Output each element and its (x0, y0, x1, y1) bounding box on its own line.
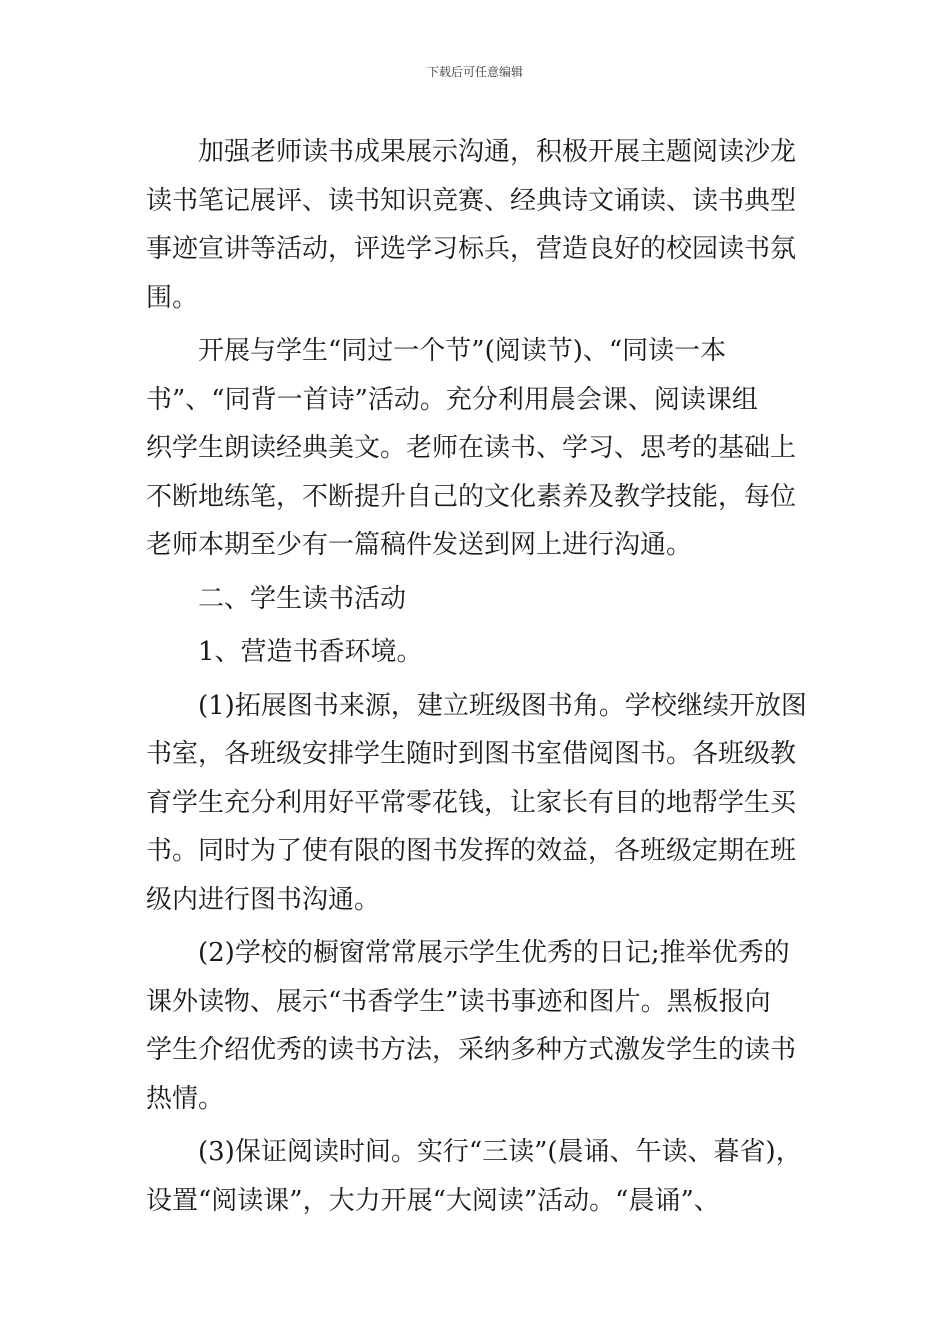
text-line: 学生介绍优秀的读书方法，采纳多种方式激发学生的读书 (146, 1035, 797, 1065)
text-line: (1)拓展图书来源，建立班级图书角。学校继续开放图 (198, 690, 807, 721)
text-line: (3)保证阅读时间。实行“三读”(晨诵、午读、暮省)， (198, 1137, 802, 1167)
text-line: 老师本期至少有一篇稿件发送到网上进行沟通。 (146, 530, 693, 560)
text-line: 事迹宣讲等活动，评选学习标兵，营造良好的校园读书氛 (146, 234, 797, 264)
subsection-heading (146, 628, 811, 677)
text-line: 育学生充分利用好平常零花钱，让家长有目的地帮学生买 (146, 787, 797, 818)
text-line: 开展与学生“同过一个节”(阅读节)、“同读一本 (198, 336, 727, 366)
text-line: 设置“阅读课”，大力开展“大阅读”活动。“晨诵”、 (146, 1185, 720, 1216)
text-line: 不断地练笔，不断提升自己的文化素养及教学技能，每位 (146, 481, 797, 512)
text-line: 读书笔记展评、读书知识竞赛、经典诗文诵读、读书典型 (146, 185, 797, 216)
paragraph (146, 929, 811, 1123)
text-line: 织学生朗读经典美文。老师在读书、学习、思考的基础上 (146, 433, 797, 463)
heading-line: 二、学生读书活动 (198, 583, 407, 614)
paragraph (146, 1128, 811, 1225)
section-heading (146, 575, 811, 624)
page-header-note: 下载后可任意编辑 (426, 65, 523, 79)
text-line: 加强老师读书成果展示沟通，积极开展主题阅读沙龙 (198, 137, 797, 167)
text-line: 书室，各班级安排学生随时到图书室借阅图书。各班级教 (146, 739, 797, 769)
text-line: 书。同时为了使有限的图书发挥的效益，各班级定期在班 (146, 836, 797, 866)
text-line: 热情。 (146, 1083, 225, 1114)
paragraph (146, 682, 811, 925)
text-line: 级内进行图书沟通。 (146, 884, 381, 915)
heading-line: 1、营造书香环境。 (198, 637, 423, 667)
text-line: 围。 (146, 282, 199, 313)
paragraph (146, 128, 811, 322)
text-line: 课外读物、展示“书香学生”读书事迹和图片。黑板报向 (146, 986, 771, 1017)
text-line: (2)学校的橱窗常常展示学生优秀的日记;推举优秀的 (198, 938, 790, 968)
paragraph (146, 327, 811, 570)
document-body (146, 128, 811, 1225)
text-line: 书”、“同背一首诗”活动。充分利用晨会课、阅读课组 (146, 384, 758, 415)
